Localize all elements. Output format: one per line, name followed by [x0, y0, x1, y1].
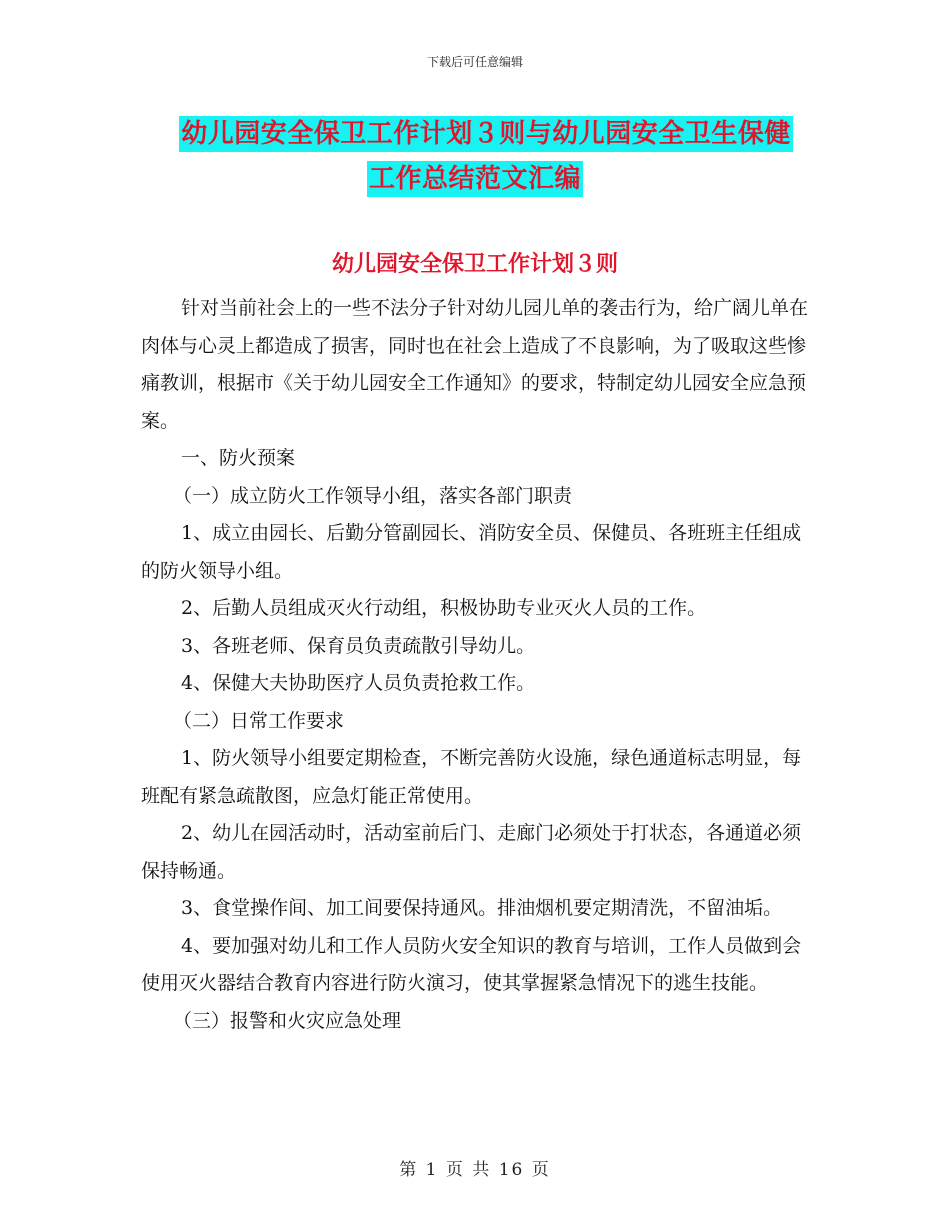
paragraph: 3、各班老师、保育员负责疏散引导幼儿。	[181, 634, 536, 657]
paragraph: 4、保健大夫协助医疗人员负责抢救工作。	[181, 672, 536, 694]
paragraph: 一、防火预案	[181, 447, 296, 469]
paragraph: （一）成立防火工作领导小组，落实各部门职责	[173, 484, 573, 507]
document-title-text-1: 幼儿园安全保卫工作计划３则与幼儿园安全卫生保健	[179, 116, 793, 152]
paragraph: 针对当前社会上的一些不法分子针对幼儿园儿单的袭击行为，给广阔儿单在肉体与心灵上都造成了损害，同时也在社会上造成了不良影响，为了吸取这些惨痛教训，根据市《关于幼儿园安全工作通知》的要求，特制定幼儿园安全应急预案。	[141, 297, 809, 432]
paragraph: 2、幼儿在园活动时，活动室前后门、走廊门必须处于打状态，各通道必须保持畅通。	[141, 822, 802, 882]
paragraph: （三）报警和火灾应急处理	[173, 1009, 402, 1032]
paragraph: 1、防火领导小组要定期检查，不断完善防火设施，绿色通道标志明显，每班配有紧急疏散图，应急灯能正常使用。	[141, 747, 802, 807]
document-title-text-2: 工作总结范文汇编	[367, 161, 583, 197]
document-body	[141, 290, 809, 1040]
section-heading: 幼儿园安全保卫工作计划３则	[331, 252, 618, 277]
paragraph: 1、成立由园长、后勤分管副园长、消防安全员、保健员、各班班主任组成的防火领导小组。	[141, 522, 802, 582]
paragraph: 2、后勤人员组成灭火行动组，积极协助专业灭火人员的工作。	[181, 597, 707, 619]
document-title-line-1	[0, 113, 950, 150]
paragraph: （二）日常工作要求	[173, 709, 345, 732]
page-footer: 第 1 页 共 16 页	[399, 1160, 551, 1180]
header-note: 下载后可任意编辑	[426, 55, 523, 69]
paragraph: 3、食堂操作间、加工间要保持通风。排油烟机要定期清洗，不留油垢。	[181, 897, 783, 919]
document-title-line-2	[0, 158, 950, 195]
paragraph: 4、要加强对幼儿和工作人员防火安全知识的教育与培训，工作人员做到会使用灭火器结合教育内容进行防火演习，使其掌握紧急情况下的逃生技能。	[141, 934, 802, 994]
